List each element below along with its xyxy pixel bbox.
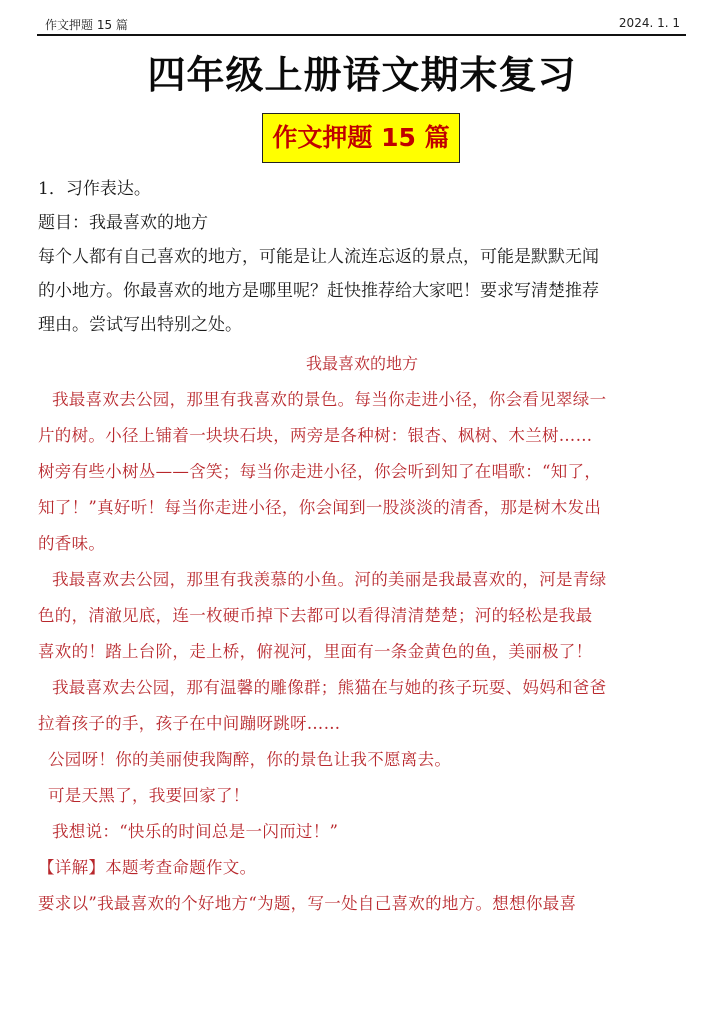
subtitle-highlight-box: 作文押题 15 篇 [262, 113, 460, 163]
essay-line: 色的，清澈见底，连一枚硬币掉下去都可以看得清清楚楚；河的轻松是我最 [38, 606, 593, 625]
essay-title: 我最喜欢的地方 [305, 354, 418, 373]
header-doc-label: 作文押题 15 篇 [45, 18, 128, 32]
essay-line: 我想说：“快乐的时间总是一闪而过！” [52, 822, 339, 841]
page-title: 四年级上册语文期末复习 [147, 53, 577, 97]
page-header [37, 14, 686, 36]
essay-line: 我最喜欢去公园，那里有我羡慕的小鱼。河的美丽是我最喜欢的，河是青绿 [52, 570, 607, 589]
question-heading: 1．习作表达。 [38, 179, 151, 199]
essay-line: 树旁有些小树丛——含笑；每当你走进小径，你会听到知了在唱歌：“知了， [38, 462, 602, 481]
analysis-label: 【详解】本题考查命题作文。 [38, 858, 257, 877]
question-topic: 题目：我最喜欢的地方 [38, 213, 208, 233]
essay-line: 我最喜欢去公园，那里有我喜欢的景色。每当你走进小径，你会看见翠绿一 [52, 390, 607, 409]
prompt-line: 的小地方。你最喜欢的地方是哪里呢？赶快推荐给大家吧！要求写清楚推荐 [38, 281, 599, 301]
essay-line: 喜欢的！踏上台阶，走上桥，俯视河，里面有一条金黄色的鱼，美丽极了！ [38, 642, 593, 661]
essay-line: 拉着孩子的手，孩子在中间蹦呀跳呀…… [38, 714, 341, 733]
prompt-line: 理由。尝试写出特别之处。 [38, 315, 242, 335]
essay-line: 知了！”真好听！每当你走进小径，你会闻到一股淡淡的清香，那是树木发出 [38, 498, 602, 517]
essay-line: 可是天黑了，我要回家了！ [48, 786, 250, 805]
essay-line: 片的树。小径上铺着一块块石块，两旁是各种树：银杏、枫树、木兰树…… [38, 426, 593, 445]
analysis-line: 要求以”我最喜欢的个好地方“为题，写一处自己喜欢的地方。想想你最喜 [38, 894, 577, 913]
essay-line: 的香味。 [38, 534, 106, 553]
header-date: 2024. 1. 1 [618, 16, 680, 30]
essay-line: 公园呀！你的美丽使我陶醉，你的景色让我不愿离去。 [48, 750, 452, 769]
prompt-line: 每个人都有自己喜欢的地方，可能是让人流连忘返的景点，可能是默默无闻 [38, 247, 599, 267]
document-body [38, 172, 686, 922]
essay-line: 我最喜欢去公园，那有温馨的雕像群；熊猫在与她的孩子玩耍、妈妈和爸爸 [52, 678, 607, 697]
